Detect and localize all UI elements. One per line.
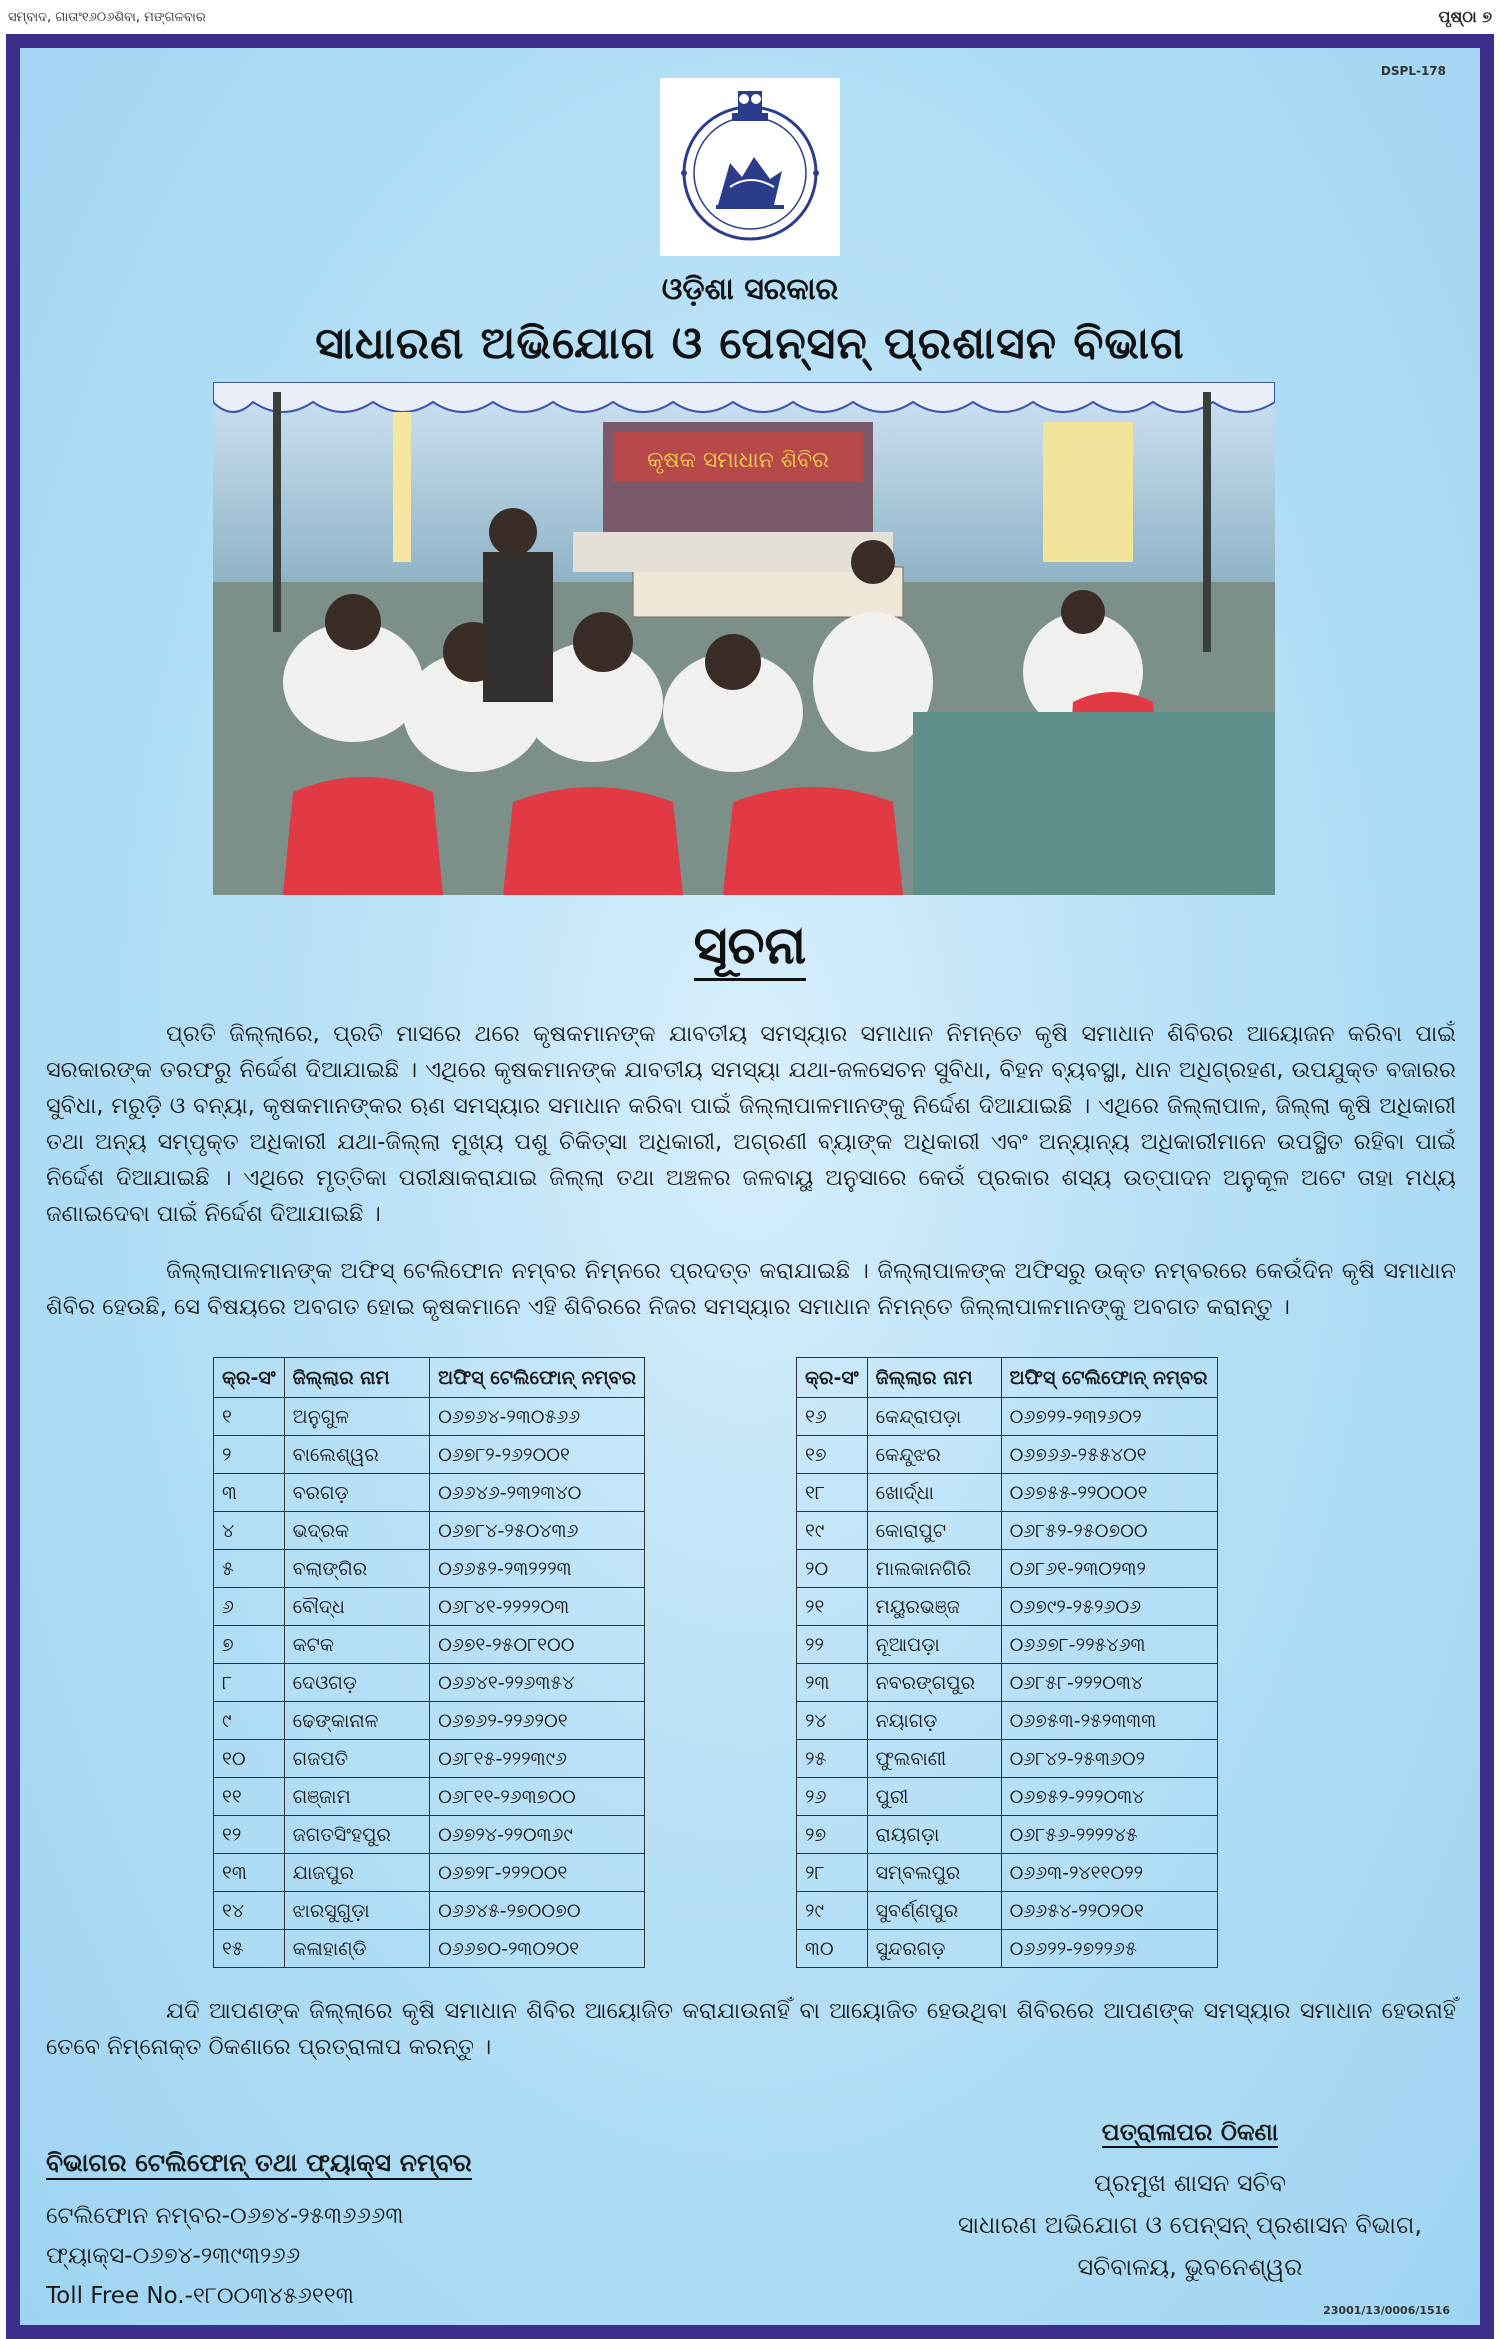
cell-phone: ୦୬୮୫୨-୨୫୦୭୦୦ [1001, 1512, 1217, 1550]
cell-district: ସୁନ୍ଦରଗଡ଼ [867, 1930, 1001, 1968]
cell-phone: ୦୬୭୮୨-୨୬୨୦୦୧ [430, 1436, 645, 1474]
cell-district: ଗଜପତି [284, 1740, 429, 1778]
department-contact-block [46, 2148, 566, 2316]
cell-phone: ୦୬୭୫୩-୨୫୨୩୩୩ [1001, 1702, 1217, 1740]
table-row [797, 1512, 1218, 1550]
paragraph-3-text: ଯଦି ଆପଣଙ୍କ ଜିଲ୍ଲାରେ କୃଷି ସମାଧାନ ଶିବିର ଆୟୋଜିତ କରାଯାଉନାହିଁ ବା ଆୟୋଜିତ ହେଉଥିବା ଶିବିରରେ ଆପଣଙ୍କ ସମସ୍ୟାର ସମାଧାନ ହେଉନାହିଁ ତେବେ ନିମ୍ନୋକ୍ତ ଠିକଣାରେ ପ୍ରତ୍ରାଳାପ କରନ୍ତୁ । [46, 1998, 1456, 2060]
table-row [214, 1892, 645, 1930]
cell-serial: ୯ [214, 1702, 285, 1740]
event-photo [213, 382, 1275, 895]
cell-serial: ୨୩ [797, 1664, 868, 1702]
table-row [214, 1550, 645, 1588]
notice-heading-text: ସୂଚନା [694, 916, 807, 981]
cell-district: ନୟାଗଡ଼ [867, 1702, 1001, 1740]
cell-serial: ୫ [214, 1550, 285, 1588]
table-row [214, 1436, 645, 1474]
cell-district: ଯାଜପୁର [284, 1854, 429, 1892]
table-row [797, 1930, 1218, 1968]
table-row [797, 1588, 1218, 1626]
cell-phone: ୦୬୭୬୪-୨୩୦୫୬୬ [430, 1398, 645, 1436]
masthead-page-number: ପୃଷ୍ଠା ୭ [1438, 7, 1492, 26]
table-row [214, 1474, 645, 1512]
cell-district: କଳାହାଣ୍ଡି [284, 1930, 429, 1968]
cell-phone: ୦୬୮୫୬-୨୨୨୨୪୫ [1001, 1816, 1217, 1854]
table-row [214, 1854, 645, 1892]
contact-heading: ବିଭାଗର ଟେଲିଫୋନ୍ ତଥା ଫ୍ୟାକ୍ସ ନମ୍ବର [46, 2148, 472, 2180]
cell-district: ପୁରୀ [867, 1778, 1001, 1816]
address-heading: ପତ୍ରାଳାପର ଠିକଣା [1101, 2118, 1279, 2146]
header-phone: ଅଫିସ୍ ଟେଲିଫୋନ୍ ନମ୍ବର [1001, 1358, 1217, 1398]
paragraph-1-text: ପ୍ରତି ଜିଲ୍ଲାରେ, ପ୍ରତି ମାସରେ ଥରେ କୃଷକମାନଙ୍କ ଯାବତୀୟ ସମସ୍ୟାର ସମାଧାନ ନିମନ୍ତେ କୃଷି ସମାଧାନ ଶିବିରର ଆୟୋଜନ କରିବା ପାଇଁ ସରକାରଙ୍କ ତରଫରୁ ନିର୍ଦ୍ଦେଶ ଦିଆଯାଇଛି । ଏଥିରେ କୃଷକମାନଙ୍କ ଯାବତୀୟ ସମସ୍ୟା ଯଥା-ଜଳସେଚନ ସୁବିଧା, ବିହନ ବ୍ୟବସ୍ଥା, ଧାନ ଅଧିଗ୍ରହଣ, ଉପଯୁକ୍ତ ବଜାରର ସୁବିଧା, ମରୁଡ଼ି ଓ ବନ୍ୟା, କୃଷକମାନଙ୍କର ଋଣ ସମସ୍ୟାର ସମାଧାନ କରିବା ପାଇଁ ଜିଲ୍ଲାପାଳମାନଙ୍କୁ ନିର୍ଦ୍ଦେଶ ଦିଆଯାଇଛି । ଏଥିରେ ଜିଲ୍ଲାପାଳ, ଜିଲ୍ଲା କୃଷି ଅଧିକାରୀ ତଥା ଅନ୍ୟ ସମ୍ପୃକ୍ତ ଅଧିକାରୀ ଯଥା-ଜିଲ୍ଲା ମୁଖ୍ୟ ପଶୁ ଚିକିତ୍ସା ଅଧିକାରୀ, ଅଗ୍ରଣୀ ବ୍ୟାଙ୍କ ଅଧିକାରୀ ଏବଂ ଅନ୍ୟାନ୍ୟ ଅଧିକାରୀମାନେ ଉପସ୍ଥିତ ରହିବା ପାଇଁ ନିର୍ଦ୍ଦେଶ ଦିଆଯାଇଛି । ଏଥିରେ ମୃତ୍ତିକା ପରୀକ୍ଷାକରାଯାଇ ଜିଲ୍ଲା ତଥା ଅଞ୍ଚଳର ଜଳବାୟୁ ଅନୁସାରେ କେଉଁ ପ୍ରକାର ଶସ୍ୟ ଉତ୍ପାଦନ ଅନୁକୂଳ ଅଟେ ତାହା ମଧ୍ୟ ଜଣାଇଦେବା ପାଇଁ ନିର୍ଦ୍ଦେଶ ଦିଆଯାଇଛି । [46, 1021, 1456, 1227]
contact-fax: ଫ୍ୟାକ୍ସ-୦୬୭୪-୨୩୯୩୨୬୬ [46, 2243, 301, 2269]
table-row [797, 1626, 1218, 1664]
cell-district: କୋରାପୁଟ [867, 1512, 1001, 1550]
notice-paragraph-2 [46, 1253, 1456, 1325]
government-name: ଓଡ଼ିଶା ସରକାର [661, 272, 839, 307]
cell-serial: ୨୬ [797, 1778, 868, 1816]
cell-district: ବରଗଡ଼ [284, 1474, 429, 1512]
cell-district: ମୟୁରଭଞ୍ଜ [867, 1588, 1001, 1626]
cell-phone: ୦୬୬୫୪-୨୨୦୨୦୧ [1001, 1892, 1217, 1930]
district-phone-table-left [213, 1357, 645, 1968]
cell-district: କେନ୍ଦୁଝର [867, 1436, 1001, 1474]
table-row [214, 1664, 645, 1702]
cell-district: ନୂଆପଡ଼ା [867, 1626, 1001, 1664]
cell-phone: ୦୬୭୧-୨୫୦୮୧୦୦ [430, 1626, 645, 1664]
cell-district: ଗଞ୍ଜାମ [284, 1778, 429, 1816]
table-body-left [214, 1398, 645, 1968]
cell-phone: ୦୬୬୩-୨୪୧୧୦୨୨ [1001, 1854, 1217, 1892]
farmers-camp-photo [213, 382, 1275, 895]
cell-serial: ୨୯ [797, 1892, 868, 1930]
correspondence-address-block [920, 2118, 1460, 2288]
table-row [797, 1740, 1218, 1778]
cell-district: ବାଲେଶ୍ୱର [284, 1436, 429, 1474]
advertisement-panel [20, 48, 1480, 2325]
cell-phone: ୦୬୭୬୨-୨୨୬୨୦୧ [430, 1702, 645, 1740]
cell-serial: ୧୮ [797, 1474, 868, 1512]
cell-phone: ୦୬୬୭୮-୨୨୫୪୬୩ [1001, 1626, 1217, 1664]
contact-phone: ଟେଲିଫୋନ ନମ୍ବର-୦୬୭୪-୨୫୩୬୬୬୩ [46, 2203, 404, 2229]
table-row [797, 1474, 1218, 1512]
cell-serial: ୨୮ [797, 1854, 868, 1892]
cell-phone: ୦୬୭୯୨-୨୫୨୬୦୬ [1001, 1588, 1217, 1626]
table-row [797, 1816, 1218, 1854]
emblem-seal-icon [670, 87, 830, 247]
table-row [214, 1930, 645, 1968]
cell-serial: ୧୦ [214, 1740, 285, 1778]
cell-phone: ୦୬୭୨୨-୨୩୨୬୦୨ [1001, 1398, 1217, 1436]
cell-phone: ୦୬୬୪୧-୨୨୬୩୫୪ [430, 1664, 645, 1702]
cell-phone: ୦୬୭୨୮-୨୨୨୦୦୧ [430, 1854, 645, 1892]
table-row [214, 1398, 645, 1436]
table-row [797, 1436, 1218, 1474]
table-row [214, 1588, 645, 1626]
table-row [214, 1626, 645, 1664]
header-serial: କ୍ର-ସଂ [797, 1358, 868, 1398]
header-district: ଜିଲ୍ଲାର ନାମ [284, 1358, 429, 1398]
cell-serial: ୧୭ [797, 1436, 868, 1474]
notice-paragraph-3 [46, 1993, 1456, 2065]
cell-serial: ୨୭ [797, 1816, 868, 1854]
cell-serial: ୨୪ [797, 1702, 868, 1740]
address-line-2: ସାଧାରଣ ଅଭିଯୋଗ ଓ ପେନ୍‌ସନ୍ ପ୍ରଶାସନ ବିଭାଗ, [957, 2211, 1423, 2239]
notice-heading [20, 916, 1480, 977]
cell-serial: ୧ [214, 1398, 285, 1436]
contact-tollfree: Toll Free No.-୧୮୦୦୩୪୫୬୧୧୩ [46, 2283, 354, 2309]
ad-code-bottom: 23001/13/0006/1516 [1323, 2304, 1450, 2317]
cell-district: ବଲାଙ୍ଗିର [284, 1550, 429, 1588]
cell-phone: ୦୬୬୪୫-୨୭୦୦୭୦ [430, 1892, 645, 1930]
cell-district: ଫୁଲବାଣୀ [867, 1740, 1001, 1778]
cell-phone: ୦୬୭୨୪-୨୨୦୩୬୯ [430, 1816, 645, 1854]
cell-serial: ୮ [214, 1664, 285, 1702]
department-name: ସାଧାରଣ ଅଭିଯୋଗ ଓ ପେନ୍‌ସନ୍ ପ୍ରଶାସନ ବିଭାଗ [315, 318, 1185, 369]
header-phone: ଅଫିସ୍ ଟେଲିଫୋନ୍ ନମ୍ବର [430, 1358, 645, 1398]
cell-serial: ୨୨ [797, 1626, 868, 1664]
cell-phone: ୦୬୮୧୫-୨୨୨୩୯୬ [430, 1740, 645, 1778]
cell-phone: ୦୬୮୧୧-୨୬୩୭୦୦ [430, 1778, 645, 1816]
cell-serial: ୨୦ [797, 1550, 868, 1588]
paragraph-2-text: ଜିଲ୍ଲାପାଳମାନଙ୍କ ଅଫିସ୍ ଟେଲିଫୋନ ନମ୍ବର ନିମ୍ନରେ ପ୍ରଦତ୍ତ କରାଯାଇଛି । ଜିଲ୍ଲାପାଳଙ୍କ ଅଫିସରୁ ଉକ୍ତ ନମ୍ବରରେ କେଉଁଦିନ କୃଷି ସମାଧାନ ଶିବିର ହେଉଛି, ସେ ବିଷୟରେ ଅବଗତ ହୋଇ କୃଷକମାନେ ଏହି ଶିବିରରେ ନିଜର ସମସ୍ୟାର ସମାଧାନ ନିମନ୍ତେ ଜିଲ୍ଲାପାଳମାନଙ୍କୁ ଅବଗତ କରାନ୍ତୁ । [46, 1258, 1456, 1320]
cell-district: ରାୟଗଡ଼ା [867, 1816, 1001, 1854]
header-district: ଜିଲ୍ଲାର ନାମ [867, 1358, 1001, 1398]
table-row [797, 1398, 1218, 1436]
cell-phone: ୦୬୬୨୨-୨୭୨୨୬୫ [1001, 1930, 1217, 1968]
cell-serial: ୨ [214, 1436, 285, 1474]
cell-district: ଭଦ୍ରକ [284, 1512, 429, 1550]
table-row [797, 1702, 1218, 1740]
cell-phone: ୦୬୮୬୧-୨୩୦୨୩୨ [1001, 1550, 1217, 1588]
odisha-emblem-logo [660, 78, 840, 256]
cell-district: ନବରଙ୍ଗପୁର [867, 1664, 1001, 1702]
cell-serial: ୧୯ [797, 1512, 868, 1550]
cell-district: ଖୋର୍ଦ୍ଧା [867, 1474, 1001, 1512]
cell-district: ମାଲକାନଗିରି [867, 1550, 1001, 1588]
table-header-row [214, 1358, 645, 1398]
table-row [214, 1778, 645, 1816]
cell-district: କଟକ [284, 1626, 429, 1664]
cell-serial: ୩୦ [797, 1930, 868, 1968]
table-row [214, 1816, 645, 1854]
cell-district: କେନ୍ଦ୍ରାପଡ଼ା [867, 1398, 1001, 1436]
table-row [214, 1740, 645, 1778]
cell-district: ଜଗତସିଂହପୁର [284, 1816, 429, 1854]
photo-banner-text: କୃଷକ ସମାଧାନ ଶିବିର [647, 448, 829, 473]
table-row [797, 1778, 1218, 1816]
address-line-3: ସଚିବାଳୟ, ଭୁବନେଶ୍ୱର [1077, 2253, 1303, 2281]
cell-district: ଅନୁଗୁଳ [284, 1398, 429, 1436]
cell-serial: ୩ [214, 1474, 285, 1512]
cell-district: ଦେଓଗଡ଼ [284, 1664, 429, 1702]
cell-district: ସମ୍ବଲପୁର [867, 1854, 1001, 1892]
cell-district: ଢେଙ୍କାନାଳ [284, 1702, 429, 1740]
header-serial: କ୍ର-ସଂ [214, 1358, 285, 1398]
table-row [214, 1512, 645, 1550]
table-row [797, 1854, 1218, 1892]
table-header-row [797, 1358, 1218, 1398]
cell-phone: ୦୬୬୫୨-୨୩୨୨୨୩ [430, 1550, 645, 1588]
cell-phone: ୦୬୭୫୫-୨୨୦୦୦୧ [1001, 1474, 1217, 1512]
cell-serial: ୨୫ [797, 1740, 868, 1778]
cell-serial: ୧୩ [214, 1854, 285, 1892]
cell-phone: ୦୬୮୫୮-୨୨୨୦୩୪ [1001, 1664, 1217, 1702]
cell-phone: ୦୬୬୭୦-୨୩୦୨୦୧ [430, 1930, 645, 1968]
cell-phone: ୦୬୭୬୬-୨୫୫୪୦୧ [1001, 1436, 1217, 1474]
notice-paragraph-1 [46, 1016, 1456, 1232]
cell-serial: ୧୧ [214, 1778, 285, 1816]
cell-serial: ୭ [214, 1626, 285, 1664]
table-row [214, 1702, 645, 1740]
cell-district: ବୌଦ୍ଧ [284, 1588, 429, 1626]
cell-district: ସୁବର୍ଣ୍ଣପୁର [867, 1892, 1001, 1930]
district-phone-table-right [796, 1357, 1218, 1968]
cell-district: ଝାରସୁଗୁଡ଼ା [284, 1892, 429, 1930]
newspaper-masthead-strip [0, 0, 1500, 34]
address-line-1: ପ୍ରମୁଖ ଶାସନ ସଚିବ [1094, 2169, 1286, 2197]
cell-serial: ୧୬ [797, 1398, 868, 1436]
cell-serial: ୪ [214, 1512, 285, 1550]
cell-serial: ୨୧ [797, 1588, 868, 1626]
cell-phone: ୦୬୬୪୬-୨୩୨୩୪୦ [430, 1474, 645, 1512]
cell-serial: ୧୨ [214, 1816, 285, 1854]
cell-phone: ୦୬୭୫୨-୨୨୨୦୩୪ [1001, 1778, 1217, 1816]
cell-phone: ୦୬୭୮୪-୨୫୦୪୩୬ [430, 1512, 645, 1550]
cell-serial: ୧୫ [214, 1930, 285, 1968]
cell-phone: ୦୬୮୪୧-୨୨୨୨୦୩ [430, 1588, 645, 1626]
advertisement-frame [6, 34, 1494, 2339]
masthead-left: ସମ୍ବାଦ, ଗାତାଂ୧୬୦୬ଶିବା, ମଙ୍ଗଳବାର [8, 9, 206, 25]
cell-phone: ୦୬୮୪୨-୨୫୩୬୦୨ [1001, 1740, 1217, 1778]
cell-serial: ୧୪ [214, 1892, 285, 1930]
table-row [797, 1550, 1218, 1588]
table-body-right [797, 1398, 1218, 1968]
table-row [797, 1664, 1218, 1702]
ad-code-top: DSPL-178 [1380, 64, 1446, 78]
table-row [797, 1892, 1218, 1930]
cell-serial: ୬ [214, 1588, 285, 1626]
